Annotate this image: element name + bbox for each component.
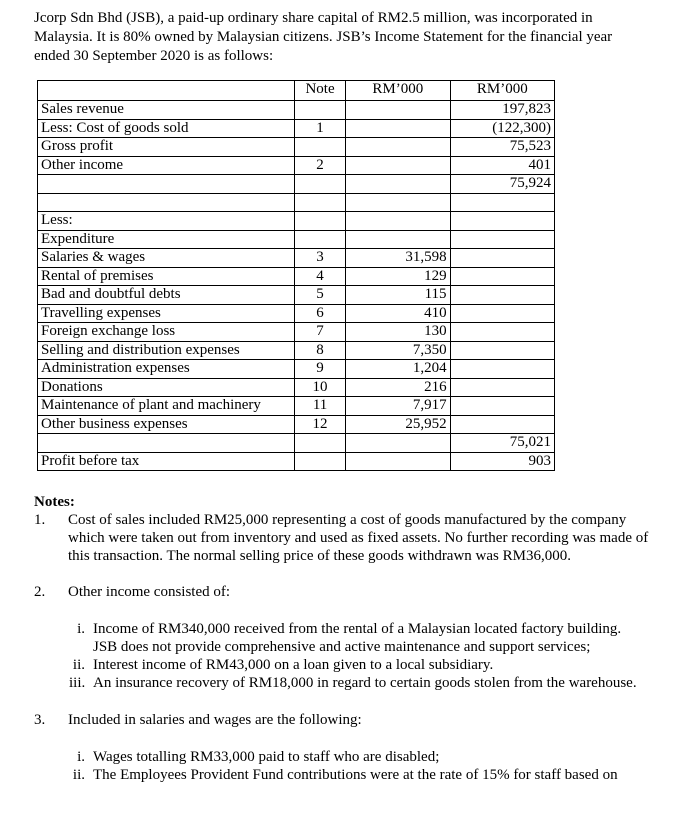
row-amount-col2: [450, 378, 554, 397]
row-amount-col1: 216: [346, 378, 450, 397]
row-amount-col2: [450, 415, 554, 434]
note-number: 3.: [34, 712, 46, 728]
row-description: Less: Cost of goods sold: [38, 119, 295, 138]
note-sub-list: [34, 620, 649, 692]
row-note: 5: [294, 286, 345, 305]
row-note: 7: [294, 323, 345, 342]
header-note: Note: [294, 81, 345, 101]
table-row: [38, 267, 555, 286]
row-description: Bad and doubtful debts: [38, 286, 295, 305]
row-amount-col1: [346, 452, 450, 471]
row-amount-col2: 75,021: [450, 434, 554, 453]
row-description: Sales revenue: [38, 101, 295, 120]
row-amount-col2: 903: [450, 452, 554, 471]
row-note: 11: [294, 397, 345, 416]
row-amount-col1: [346, 212, 450, 231]
row-note: 6: [294, 304, 345, 323]
row-description: Donations: [38, 378, 295, 397]
header-rm000-col2: RM’000: [450, 81, 554, 101]
sub-item-text: Interest income of RM43,000 on a loan given to a local subsidiary.: [93, 657, 494, 673]
row-amount-col1: [346, 156, 450, 175]
row-amount-col2: [450, 230, 554, 249]
row-description: [38, 434, 295, 453]
table-row: [38, 286, 555, 305]
row-description: Salaries & wages: [38, 249, 295, 268]
table-row: [38, 341, 555, 360]
row-note: [294, 434, 345, 453]
row-amount-col2: 197,823: [450, 101, 554, 120]
income-statement-table: [37, 80, 555, 471]
table-row: [38, 397, 555, 416]
row-note: 2: [294, 156, 345, 175]
note-item: [34, 711, 649, 729]
row-note: [294, 101, 345, 120]
row-amount-col1: [346, 175, 450, 194]
row-note: [294, 193, 345, 212]
row-amount-col2: [450, 267, 554, 286]
row-description: Foreign exchange loss: [38, 323, 295, 342]
row-amount-col1: [346, 138, 450, 157]
table-row: [38, 230, 555, 249]
note-sub-item: [69, 656, 649, 674]
table-header-row: [38, 81, 555, 101]
table-row: [38, 304, 555, 323]
row-amount-col1: [346, 101, 450, 120]
sub-item-marker: ii.: [72, 767, 85, 783]
row-note: [294, 175, 345, 194]
row-amount-col1: [346, 119, 450, 138]
table-row: [38, 175, 555, 194]
header-rm000-col1: RM’000: [346, 81, 450, 101]
table-row: [38, 212, 555, 231]
note-item: [34, 583, 649, 601]
row-note: 3: [294, 249, 345, 268]
row-amount-col1: 25,952: [346, 415, 450, 434]
row-description: Rental of premises: [38, 267, 295, 286]
note-sub-item: [69, 766, 649, 784]
table-row: [38, 452, 555, 471]
sub-item-text: An insurance recovery of RM18,000 in regard to certain goods stolen from the warehouse.: [93, 675, 637, 691]
row-amount-col1: 129: [346, 267, 450, 286]
sub-item-marker: i.: [77, 749, 85, 765]
row-note: 1: [294, 119, 345, 138]
note-sub-item: [69, 674, 649, 692]
table-row: [38, 101, 555, 120]
row-amount-col2: [450, 304, 554, 323]
row-amount-col2: [450, 341, 554, 360]
row-description: Expenditure: [38, 230, 295, 249]
row-amount-col1: [346, 230, 450, 249]
sub-item-text: Income of RM340,000 received from the rental of a Malaysian located factory building. JSB does not provide comprehensive and active maintenance and support services;: [93, 621, 622, 655]
row-description: Less:: [38, 212, 295, 231]
row-description: Maintenance of plant and machinery: [38, 397, 295, 416]
note-number: 1.: [34, 512, 46, 528]
note-text: Cost of sales included RM25,000 representing a cost of goods manufactured by the company which were taken out from inventory and used as fixed assets. No further recording was made of this transaction. The normal selling price of these goods withdrawn was RM36,000.: [68, 512, 649, 564]
sub-item-text: Wages totalling RM33,000 paid to staff who are disabled;: [93, 749, 440, 765]
table-row: [38, 138, 555, 157]
table-row: [38, 378, 555, 397]
row-note: [294, 212, 345, 231]
table-row: [38, 249, 555, 268]
row-amount-col1: 115: [346, 286, 450, 305]
row-amount-col2: [450, 397, 554, 416]
row-description: [38, 175, 295, 194]
notes-section: [34, 493, 649, 784]
sub-item-text: The Employees Provident Fund contributions were at the rate of 15% for staff based on: [93, 767, 618, 783]
row-amount-col2: 401: [450, 156, 554, 175]
intro-paragraph: Jcorp Sdn Bhd (JSB), a paid-up ordinary share capital of RM2.5 million, was incorporated in Malaysia. It is 80% owned by Malaysian citizens. JSB’s Income Statement for the financial year ended 30 September 2020 is as follows:: [34, 10, 613, 64]
row-amount-col1: [346, 193, 450, 212]
row-amount-col1: 31,598: [346, 249, 450, 268]
table-row: [38, 434, 555, 453]
notes-list: [34, 511, 649, 784]
row-amount-col2: [450, 212, 554, 231]
row-amount-col1: 7,917: [346, 397, 450, 416]
note-sub-item: [69, 620, 649, 656]
row-description: Gross profit: [38, 138, 295, 157]
row-amount-col2: [450, 249, 554, 268]
row-note: 8: [294, 341, 345, 360]
row-description: Selling and distribution expenses: [38, 341, 295, 360]
sub-item-marker: iii.: [69, 675, 86, 691]
row-note: 4: [294, 267, 345, 286]
row-note: 10: [294, 378, 345, 397]
row-amount-col2: [450, 360, 554, 379]
note-text: Included in salaries and wages are the following:: [68, 712, 362, 728]
table-row: [38, 156, 555, 175]
row-amount-col1: 130: [346, 323, 450, 342]
row-note: [294, 230, 345, 249]
sub-item-marker: ii.: [72, 657, 85, 673]
table-row: [38, 193, 555, 212]
row-description: Administration expenses: [38, 360, 295, 379]
table-row: [38, 360, 555, 379]
row-note: [294, 452, 345, 471]
row-amount-col2: (122,300): [450, 119, 554, 138]
row-amount-col1: 7,350: [346, 341, 450, 360]
table-row: [38, 119, 555, 138]
row-description: Other business expenses: [38, 415, 295, 434]
row-description: Travelling expenses: [38, 304, 295, 323]
notes-title: Notes:: [34, 494, 75, 510]
note-text: Other income consisted of:: [68, 584, 231, 600]
note-number: 2.: [34, 584, 46, 600]
row-amount-col2: 75,523: [450, 138, 554, 157]
header-description: [38, 81, 295, 101]
row-note: 12: [294, 415, 345, 434]
table-row: [38, 323, 555, 342]
row-description: Other income: [38, 156, 295, 175]
note-sub-list: [34, 748, 649, 784]
row-amount-col2: [450, 286, 554, 305]
row-note: [294, 138, 345, 157]
note-sub-item: [69, 748, 649, 766]
sub-item-marker: i.: [77, 621, 85, 637]
row-amount-col1: [346, 434, 450, 453]
row-amount-col1: 410: [346, 304, 450, 323]
note-item: [34, 511, 649, 565]
row-amount-col2: [450, 193, 554, 212]
row-note: 9: [294, 360, 345, 379]
table-row: [38, 415, 555, 434]
row-description: [38, 193, 295, 212]
row-description: Profit before tax: [38, 452, 295, 471]
row-amount-col2: [450, 323, 554, 342]
row-amount-col2: 75,924: [450, 175, 554, 194]
row-amount-col1: 1,204: [346, 360, 450, 379]
